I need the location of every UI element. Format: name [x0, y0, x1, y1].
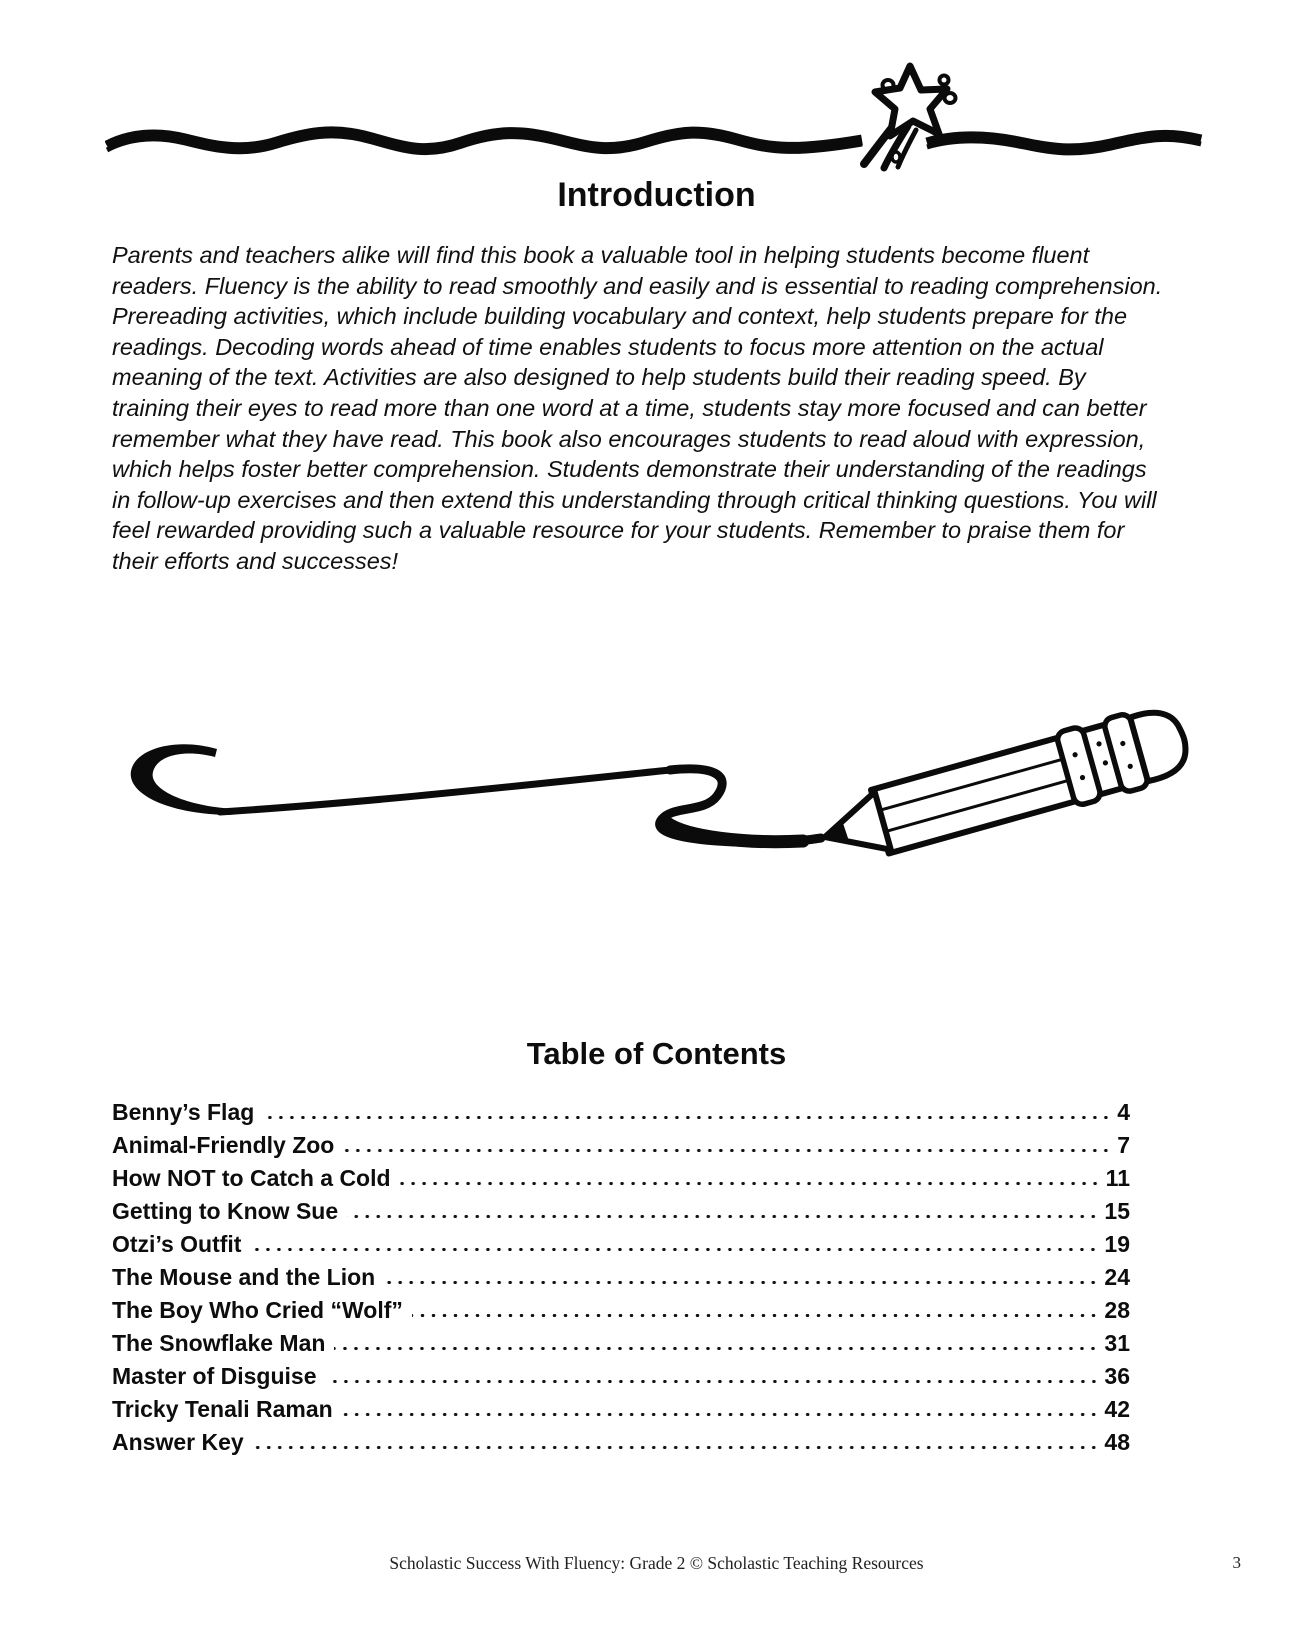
toc-entry-page: 11 [1105, 1165, 1130, 1191]
dotted-leader [384, 1281, 1102, 1284]
toc-entry [112, 1390, 1130, 1423]
toc-entry-page: 4 [1117, 1099, 1130, 1125]
table-of-contents [112, 1093, 1130, 1456]
dotted-leader [263, 1116, 1115, 1119]
toc-entry-title: Getting to Know Sue [112, 1198, 339, 1224]
dotted-leader [253, 1446, 1103, 1449]
introduction-paragraph: Parents and teachers alike will find this book a valuable tool in helping students become fluent readers. Fluency is the ability to read smoothly and easily and is essential to reading comprehension. Prereading activities, which include building vocabulary and context, help students prepare for the readings. Decoding words ahead of time enables students to focus more attention on the actual meaning of the text. Activities are also designed to help students build their reading speed. By training their eyes to read more than one word at a time, students stay more focused and can better remember what they have read. This book also encourages students to read aloud with expression, which helps foster better comprehension. Students demonstrate their understanding of the readings in follow-up exercises and then extend this understanding through critical thinking questions. You will feel rewarded providing such a valuable resource for your students. Remember to praise them for their efforts and successes! [112, 242, 1163, 574]
toc-entry-title: The Snowflake Man [112, 1330, 326, 1356]
toc-entry-page: 36 [1104, 1363, 1130, 1389]
page-number: 3 [1232, 1553, 1241, 1572]
dotted-leader [343, 1149, 1115, 1152]
dotted-leader [250, 1248, 1102, 1251]
toc-entry [112, 1324, 1130, 1357]
dotted-leader [342, 1413, 1103, 1416]
toc-entry-title: Tricky Tenali Raman [112, 1396, 333, 1422]
dotted-leader [412, 1314, 1103, 1317]
wavy-divider-line [105, 112, 1205, 168]
toc-entry-page: 42 [1104, 1396, 1130, 1422]
toc-entry [112, 1126, 1130, 1159]
dotted-leader [334, 1347, 1102, 1350]
toc-entry-title: Answer Key [112, 1429, 244, 1455]
toc-entry [112, 1258, 1130, 1291]
toc-entry [112, 1225, 1130, 1258]
toc-entry-title: Master of Disguise [112, 1363, 317, 1389]
toc-entry-page: 48 [1104, 1429, 1130, 1455]
toc-entry-page: 19 [1104, 1231, 1130, 1257]
toc-entry [112, 1423, 1130, 1456]
toc-entry-title: Otzi’s Outfit [112, 1231, 242, 1257]
toc-entry-page: 31 [1104, 1330, 1130, 1356]
toc-entry-title: Animal-Friendly Zoo [112, 1132, 335, 1158]
toc-entry-page: 7 [1117, 1132, 1130, 1158]
page-title: Introduction [557, 176, 756, 214]
toc-entry [112, 1159, 1130, 1192]
toc-entry-page: 28 [1104, 1297, 1130, 1323]
pencil-squiggle-illustration [105, 665, 1190, 875]
dotted-leader [400, 1182, 1104, 1185]
toc-entry [112, 1093, 1130, 1126]
toc-entry-page: 24 [1104, 1264, 1130, 1290]
toc-entry-title: Benny’s Flag [112, 1099, 255, 1125]
toc-entry-page: 15 [1104, 1198, 1130, 1224]
toc-entry-title: The Boy Who Cried “Wolf” [112, 1297, 403, 1323]
toc-entry [112, 1357, 1130, 1390]
toc-entry-title: How NOT to Catch a Cold [112, 1165, 391, 1191]
dotted-leader [326, 1380, 1103, 1383]
dotted-leader [347, 1215, 1102, 1218]
toc-entry [112, 1291, 1130, 1324]
footer-credit: Scholastic Success With Fluency: Grade 2 © Scholastic Teaching Resources [389, 1553, 924, 1573]
toc-title: Table of Contents [526, 1036, 787, 1071]
shooting-star-doodle-icon [840, 58, 975, 176]
toc-entry [112, 1192, 1130, 1225]
toc-entry-title: The Mouse and the Lion [112, 1264, 376, 1290]
